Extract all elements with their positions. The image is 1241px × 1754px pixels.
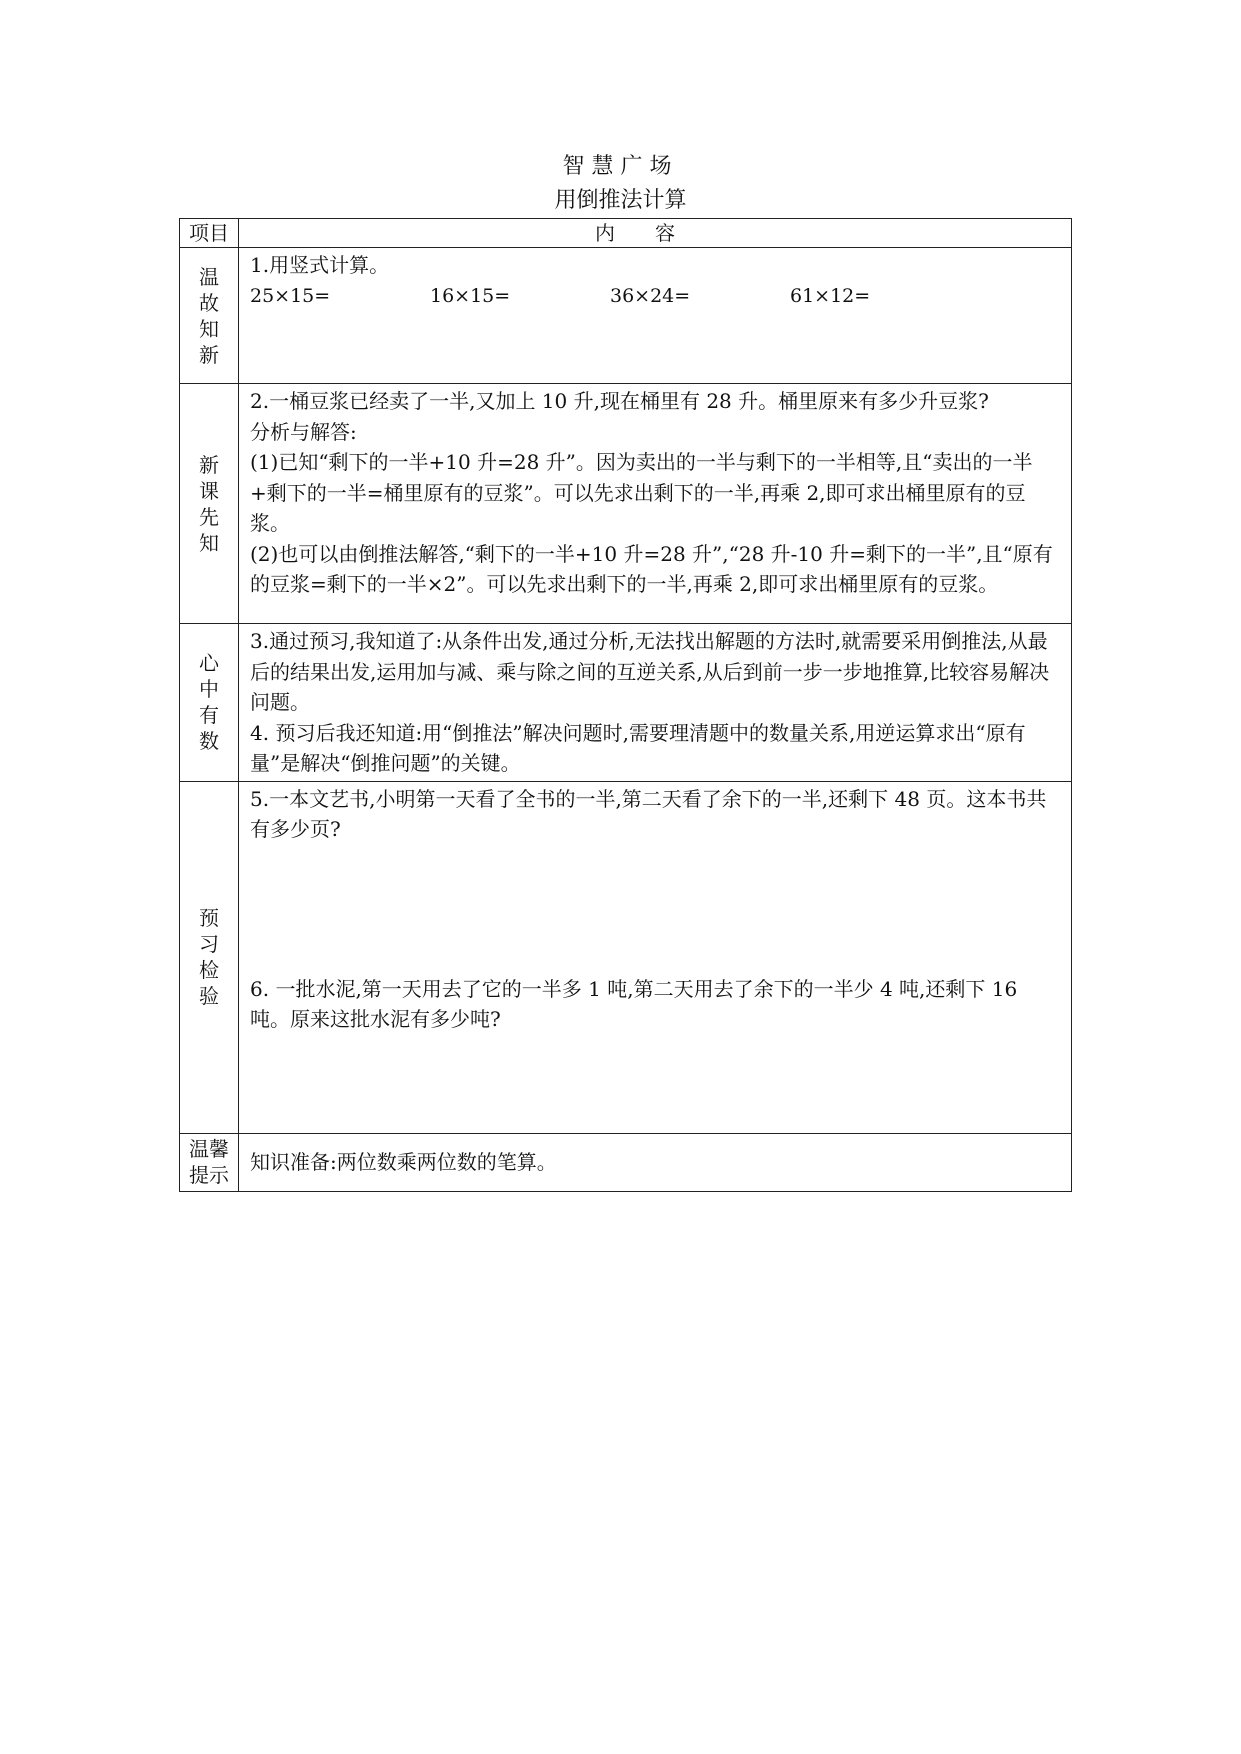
table-row-review xyxy=(180,248,1072,384)
row-label: 心中有数 xyxy=(199,651,219,754)
calc-problem: 36×24= xyxy=(610,284,691,307)
header-content-label: 内容 xyxy=(595,221,715,245)
row-label: 温故知新 xyxy=(199,264,219,367)
question-2-text: 2.一桶豆浆已经卖了一半,又加上 10 升,现在桶里有 28 升。桶里原来有多少升豆浆? xyxy=(250,389,989,413)
row-label-cell xyxy=(180,781,239,1133)
calc-problems xyxy=(250,281,1063,312)
header-item-cell xyxy=(180,219,239,248)
calc-problem: 61×12= xyxy=(790,284,871,307)
row-label-cell xyxy=(180,1133,239,1191)
table-header-row xyxy=(180,219,1072,248)
note-3-text: 3.通过预习,我知道了:从条件出发,通过分析,无法找出解题的方法时,就需要采用倒推法,从最后的结果出发,运用加与减、乘与除之间的互逆关系,从后到前一步一步地推算,比较容易解决问题。 xyxy=(250,629,1050,714)
row-content-cell xyxy=(239,248,1072,384)
analysis-step-1: (1)已知“剩下的一半+10 升=28 升”。因为卖出的一半与剩下的一半相等,且“卖出的一半+剩下的一半=桶里原有的豆浆”。可以先求出剩下的一半,再乘 2,即可求出桶里原有的豆浆。 xyxy=(250,450,1033,535)
table-row-preview-check xyxy=(180,781,1072,1133)
calc-problem: 16×15= xyxy=(430,284,511,307)
analysis-heading: 分析与解答: xyxy=(250,419,357,444)
row-label: 温馨提示 xyxy=(189,1137,229,1187)
question-1-text: 1.用竖式计算。 xyxy=(250,253,390,277)
row-label-cell xyxy=(180,248,239,384)
table-row-new-lesson xyxy=(180,384,1072,624)
row-content-cell xyxy=(239,624,1072,782)
note-4-text: 4. 预习后我还知道:用“倒推法”解决问题时,需要理清题中的数量关系,用逆运算求出“原有量”是解决“倒推问题”的关键。 xyxy=(250,720,1026,775)
page-title: 智慧广场 xyxy=(562,154,679,179)
question-6-text: 6. 一批水泥,第一天用去了它的一半多 1 吨,第二天用去了余下的一半少 4 吨,还剩下 16 吨。原来这批水泥有多少吨? xyxy=(250,976,1018,1031)
analysis-step-2: (2)也可以由倒推法解答,“剩下的一半+10 升=28 升”,“28 升-10 升=剩下的一半”,且“原有的豆浆=剩下的一半×2”。可以先求出剩下的一半,再乘 2,即可求出桶里原有的豆浆。 xyxy=(250,541,1053,596)
row-content-cell xyxy=(239,781,1072,1133)
tip-text: 知识准备:两位数乘两位数的笔算。 xyxy=(250,1149,557,1174)
table-row-understanding xyxy=(180,624,1072,782)
row-label: 预习检验 xyxy=(199,906,219,1008)
row-label: 新课先知 xyxy=(199,452,219,555)
row-content-cell xyxy=(239,1133,1072,1191)
worksheet-table xyxy=(179,218,1072,1192)
calc-problem: 25×15= xyxy=(250,284,331,307)
table-row-tips xyxy=(180,1133,1072,1191)
row-content-cell xyxy=(239,384,1072,624)
header-content-cell xyxy=(239,219,1072,248)
answer-space xyxy=(250,845,1063,974)
page-subtitle: 用倒推法计算 xyxy=(554,188,687,213)
header-item-label: 项目 xyxy=(189,221,229,245)
row-label-cell xyxy=(180,624,239,782)
question-5-text: 5.一本文艺书,小明第一天看了全书的一半,第二天看了余下的一半,还剩下 48 页。这本书共有多少页? xyxy=(250,786,1047,841)
row-label-cell xyxy=(180,384,239,624)
